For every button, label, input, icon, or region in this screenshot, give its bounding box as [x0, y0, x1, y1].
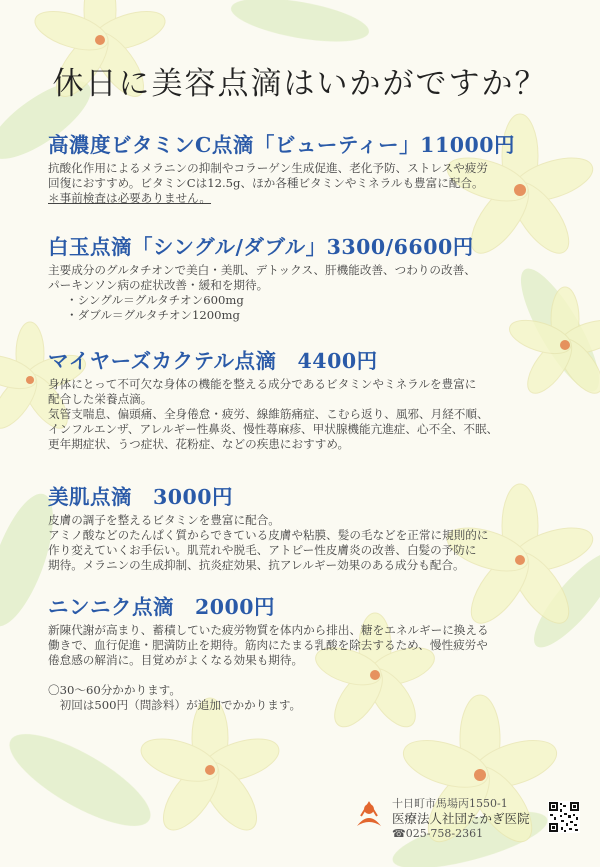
description-line: 働きで、血行促進・肥満防止を期待。筋肉にたまる乳酸を除去するため、慢性疲労や [48, 638, 488, 652]
note-line: 初回は500円（問診料）が追加でかかります。 [48, 698, 302, 712]
description-line: 抗酸化作用によるメラニンの抑制やコラーゲン生成促進、老化予防、ストレスや疲労 [48, 161, 488, 175]
section-beauty-skin [48, 480, 568, 573]
section-myers-cocktail [48, 344, 568, 452]
clinic-phone: ☎025-758-2361 [392, 827, 484, 840]
note-line: 〇30～60分かかります。 [48, 683, 181, 697]
section-heading: 白玉点滴「シングル/ダブル」3300/6600円 [48, 235, 474, 259]
description-line: アミノ酸などのたんぱく質からできている皮膚や粘膜、髪の毛などを正常に規則的に [48, 528, 489, 542]
description-line: パーキンソン病の症状改善・緩和を期待。 [48, 278, 269, 292]
clinic-info [392, 796, 530, 841]
clinic-name: 医療法人社団たかぎ医院 [392, 811, 530, 826]
section-vitamin-c [48, 128, 568, 206]
description-line: 期待。メラニンの生成抑制、抗炎症効果、抗アレルギー効果のある成分も配合。 [48, 558, 465, 572]
section-heading: 高濃度ビタミンC点滴「ビューティー」11000円 [48, 133, 515, 157]
qr-code-icon[interactable] [548, 801, 580, 833]
dose-line: ・シングル＝グルタチオン600mg [66, 293, 244, 307]
clinic-address: 十日町市馬場丙1550-1 [392, 797, 508, 810]
description-line: 倦怠感の解消に。目覚めがよくなる効果も期待。 [48, 653, 304, 667]
clinic-logo-icon [355, 800, 383, 830]
description-line: 気管支喘息、偏頭痛、全身倦怠・疲労、線維筋痛症、こむら返り、風邪、月経不順、 [48, 407, 489, 421]
description-line: 身体にとって不可欠な身体の機能を整える成分であるビタミンやミネラルを豊富に [48, 377, 477, 391]
description-line: 回復におすすめ。ビタミンCは12.5g、ほか各種ビタミンやミネラルも豊富に配合。 [48, 176, 484, 190]
description-line: 配合した栄養点滴。 [48, 392, 153, 406]
page-title: 休日に美容点滴はいかがですか？ [52, 66, 548, 102]
description-line: インフルエンザ、アレルギー性鼻炎、慢性蕁麻疹、甲状腺機能亢進症、心不全、不眠、 [48, 422, 499, 436]
section-heading: マイヤーズカクテル点滴 4400円 [48, 349, 378, 373]
description-line: 新陳代謝が高まり、蓄積していた疲労物質を体内から排出、糖をエネルギーに換える [48, 623, 489, 637]
description-line: 主要成分のグルタチオンで美白・美肌、デトックス、肝機能改善、つわりの改善、 [48, 263, 476, 277]
section-shiratama [48, 230, 568, 323]
duration-note [48, 683, 301, 713]
section-heading: 美肌点滴 3000円 [48, 485, 234, 509]
description-line: 作り変えていくお手伝い。肌荒れや脱毛、アトピー性皮膚炎の改善、白髪の予防に [48, 543, 477, 557]
note-line: ＊事前検査は必要ありません。 [48, 191, 212, 205]
description-line: 更年期症状、うつ症状、花粉症、などの疾患におすすめ。 [48, 437, 350, 451]
dose-line: ・ダブル＝グルタチオン1200mg [66, 308, 240, 322]
section-garlic [48, 590, 568, 668]
section-heading: ニンニク点滴 2000円 [48, 595, 276, 619]
description-line: 皮膚の調子を整えるビタミンを豊富に配合。 [48, 513, 280, 527]
